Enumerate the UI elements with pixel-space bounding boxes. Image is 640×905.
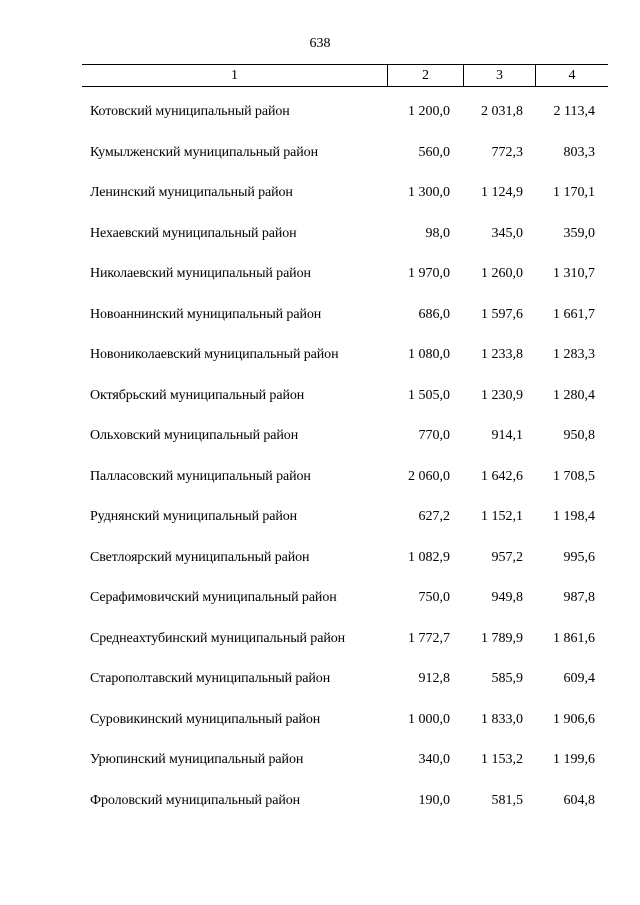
value-col-2: 1 300,0 [408, 185, 450, 200]
table-row [0, 185, 640, 226]
district-name: Ленинский муниципальный район [90, 185, 293, 200]
value-col-4: 1 199,6 [553, 752, 595, 767]
district-name: Урюпинский муниципальный район [90, 752, 304, 767]
value-col-3: 957,2 [491, 549, 523, 565]
value-col-2: 340,0 [418, 752, 450, 767]
value-col-2: 1 772,7 [408, 630, 450, 646]
district-name: Старополтавский муниципальный район [90, 671, 331, 686]
value-col-4: 1 906,6 [553, 711, 595, 727]
table-row [0, 469, 640, 510]
district-name: Светлоярский муниципальный район [90, 549, 310, 565]
value-col-2: 1 082,9 [408, 549, 450, 565]
value-col-4: 604,8 [563, 792, 595, 808]
value-col-2: 1 080,0 [408, 347, 450, 362]
value-col-4: 803,3 [563, 144, 595, 160]
value-col-4: 1 661,7 [553, 306, 595, 322]
value-col-2: 98,0 [425, 225, 450, 241]
value-col-3: 1 642,6 [481, 468, 523, 484]
table-body [0, 104, 640, 833]
district-name: Среднеахтубинский муниципальный район [90, 630, 346, 646]
value-col-4: 1 310,7 [553, 266, 595, 281]
column-header-4: 4 [568, 67, 576, 83]
value-col-3: 1 153,2 [481, 752, 523, 767]
table-row [0, 145, 640, 186]
district-name: Новоаннинский муниципальный район [90, 306, 322, 322]
value-col-2: 1 970,0 [408, 266, 450, 281]
district-name: Руднянский муниципальный район [90, 509, 298, 524]
page-number: 638 [309, 36, 331, 51]
value-col-3: 581,5 [491, 792, 523, 808]
table-row [0, 388, 640, 429]
value-col-4: 1 283,3 [553, 347, 595, 362]
value-col-3: 1 833,0 [481, 711, 523, 727]
value-col-3: 1 230,9 [481, 387, 523, 403]
district-name: Октябрьский муниципальный район [90, 387, 305, 403]
table-row [0, 752, 640, 793]
table-row [0, 509, 640, 550]
value-col-2: 190,0 [418, 792, 450, 808]
table-row [0, 631, 640, 672]
value-col-3: 772,3 [491, 144, 523, 160]
value-col-3: 949,8 [491, 590, 523, 605]
district-name: Суровикинский муниципальный район [90, 711, 321, 727]
district-name: Серафимовичский муниципальный район [90, 590, 337, 605]
column-header-1: 1 [82, 65, 388, 86]
table-row [0, 104, 640, 145]
value-col-4: 1 861,6 [553, 630, 595, 646]
value-col-3: 345,0 [491, 225, 523, 241]
value-col-2: 770,0 [418, 428, 450, 443]
table-row [0, 671, 640, 712]
value-col-3: 1 789,9 [481, 630, 523, 646]
district-name: Новониколаевский муниципальный район [90, 347, 339, 362]
district-name: Ольховский муниципальный район [90, 428, 299, 443]
table-row [0, 712, 640, 753]
value-col-2: 686,0 [418, 306, 450, 322]
table-row [0, 428, 640, 469]
district-name: Котовский муниципальный район [90, 104, 290, 119]
value-col-2: 1 505,0 [408, 387, 450, 403]
table-row [0, 793, 640, 834]
value-col-3: 1 152,1 [481, 509, 523, 524]
value-col-3: 1 124,9 [481, 185, 523, 200]
value-col-3: 1 233,8 [481, 347, 523, 362]
district-name: Нехаевский муниципальный район [90, 225, 297, 241]
district-name: Фроловский муниципальный район [90, 792, 301, 808]
value-col-4: 359,0 [563, 225, 595, 241]
column-header-2: 2 [388, 65, 464, 86]
value-col-2: 627,2 [418, 509, 450, 524]
value-col-4: 950,8 [563, 428, 595, 443]
value-col-2: 912,8 [418, 671, 450, 686]
value-col-4: 987,8 [563, 590, 595, 605]
value-col-4: 995,6 [563, 549, 595, 565]
value-col-4: 1 280,4 [553, 387, 595, 403]
value-col-4: 1 198,4 [553, 509, 595, 524]
value-col-4: 1 170,1 [553, 185, 595, 200]
value-col-3: 1 260,0 [481, 266, 523, 281]
table-row [0, 590, 640, 631]
value-col-2: 2 060,0 [408, 468, 450, 484]
value-col-2: 750,0 [418, 590, 450, 605]
value-col-4: 2 113,4 [553, 104, 595, 119]
district-name: Николаевский муниципальный район [90, 266, 311, 281]
table-row [0, 226, 640, 267]
table-column-header [82, 64, 608, 87]
value-col-3: 1 597,6 [481, 306, 523, 322]
value-col-4: 609,4 [563, 671, 595, 686]
value-col-2: 1 200,0 [408, 104, 450, 119]
table-row [0, 550, 640, 591]
value-col-2: 560,0 [418, 144, 450, 160]
table-row [0, 266, 640, 307]
value-col-3: 2 031,8 [481, 104, 523, 119]
table-row [0, 307, 640, 348]
district-name: Палласовский муниципальный район [90, 468, 311, 484]
table-row [0, 347, 640, 388]
value-col-2: 1 000,0 [408, 711, 450, 727]
value-col-3: 585,9 [491, 671, 523, 686]
value-col-3: 914,1 [491, 428, 523, 443]
value-col-4: 1 708,5 [553, 468, 595, 484]
column-header-3: 3 [464, 65, 536, 86]
district-name: Кумылженский муниципальный район [90, 144, 318, 160]
